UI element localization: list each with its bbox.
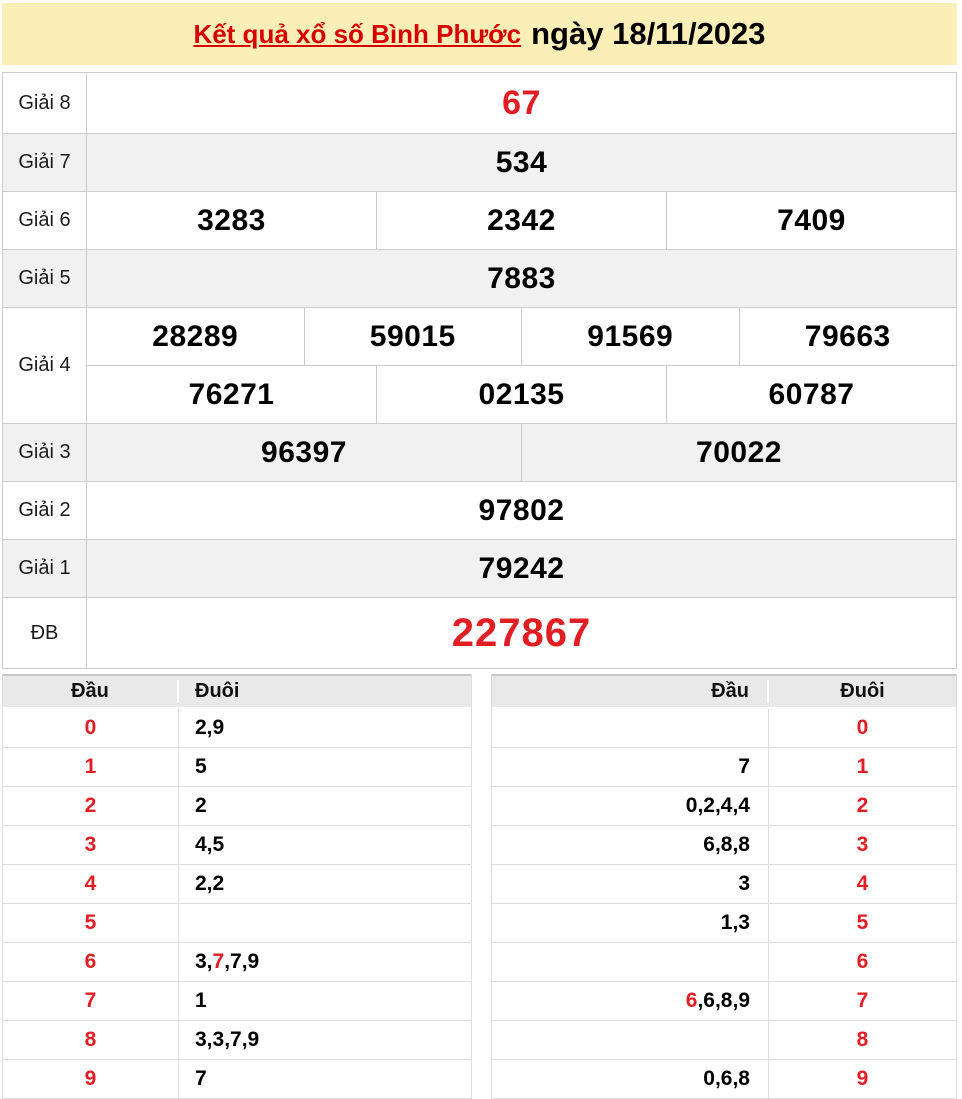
digit-cell: 9 <box>3 1060 179 1098</box>
digit-cell: 3 <box>856 833 869 856</box>
digit-cell: 7 <box>856 989 869 1012</box>
prize-sub-row <box>87 482 956 539</box>
head-tail-row <box>3 786 471 825</box>
prize-number: 227867 <box>451 610 592 655</box>
lottery-title-link[interactable]: Kết quả xổ số Bình Phước <box>193 18 522 49</box>
digits-list-cell <box>492 904 769 942</box>
head-tail-row <box>492 786 956 825</box>
digits-list-cell <box>492 826 769 864</box>
prize-row <box>3 539 956 597</box>
prize-label: Giải 1 <box>3 540 87 597</box>
prize-label: Giải 4 <box>3 308 87 423</box>
prize-cells <box>87 308 956 423</box>
digits-list-cell <box>492 1060 769 1098</box>
tail-column-header: Đuôi <box>195 680 240 702</box>
head-tail-row <box>492 864 956 903</box>
digit-cell: 1 <box>856 755 869 778</box>
prize-label: ĐB <box>3 598 87 668</box>
digit-text: 0,2,4,4 <box>685 794 750 817</box>
prize-sub-row <box>87 308 956 365</box>
head-column-header: Đầu <box>492 680 769 703</box>
head-tail-row <box>3 1020 471 1059</box>
prize-results-table <box>2 72 957 669</box>
digits-list-cell <box>492 1021 769 1059</box>
digit-text: 1,3 <box>720 911 750 934</box>
prize-number: 2342 <box>376 192 666 249</box>
head-tail-row <box>3 1059 471 1098</box>
digits-list-cell <box>492 865 769 903</box>
digit-text: 3, <box>195 950 213 973</box>
digits-list-cell <box>179 748 471 786</box>
head-tail-row <box>492 942 956 981</box>
prize-number: 7409 <box>666 192 956 249</box>
digit-text: 6,8,8 <box>703 833 750 856</box>
prize-row <box>3 133 956 191</box>
prize-cells <box>87 134 956 191</box>
digits-list-cell <box>492 787 769 825</box>
head-tail-row <box>492 1059 956 1098</box>
prize-sub-row <box>87 250 956 307</box>
digit-text: 7 <box>195 1067 207 1090</box>
digit-text: 3 <box>738 872 750 895</box>
highlighted-digit: 6 <box>685 989 698 1012</box>
prize-label: Giải 2 <box>3 482 87 539</box>
digit-cell: 9 <box>856 1067 869 1090</box>
head-tail-table-right <box>491 674 957 1099</box>
digits-list-cell <box>179 943 471 981</box>
prize-number: 70022 <box>521 424 956 481</box>
head-tail-row <box>3 709 471 747</box>
digit-text: ,6,8,9 <box>697 989 750 1012</box>
digits-list-cell <box>179 1060 471 1098</box>
prize-row <box>3 307 956 423</box>
prize-sub-row <box>87 73 956 133</box>
prize-row <box>3 249 956 307</box>
prize-cells <box>87 540 956 597</box>
prize-row <box>3 597 956 668</box>
prize-number: 79663 <box>739 308 957 365</box>
digits-list-cell <box>179 982 471 1020</box>
prize-label: Giải 8 <box>3 73 87 133</box>
digit-text: 7 <box>738 755 750 778</box>
prize-cells <box>87 482 956 539</box>
prize-sub-row <box>87 134 956 191</box>
digits-list-cell <box>179 709 471 747</box>
prize-sub-row <box>87 540 956 597</box>
digit-cell: 0 <box>3 709 179 747</box>
digits-list-cell <box>492 748 769 786</box>
digits-list-cell <box>492 709 769 747</box>
head-tail-row <box>3 864 471 903</box>
head-tail-section <box>2 674 957 1099</box>
digit-text: 0,6,8 <box>703 1067 750 1090</box>
digit-text: 4,5 <box>195 833 225 856</box>
prize-number: 91569 <box>521 308 739 365</box>
head-tail-row <box>3 903 471 942</box>
draw-date: ngày 18/11/2023 <box>531 16 766 51</box>
prize-number: 96397 <box>261 435 347 469</box>
head-tail-row <box>3 981 471 1020</box>
prize-number: 76271 <box>188 377 275 411</box>
digits-list-cell <box>179 787 471 825</box>
prize-sub-row <box>87 424 956 481</box>
prize-cells <box>87 424 956 481</box>
head-tail-table-left <box>2 674 472 1099</box>
digit-cell: 4 <box>3 865 179 903</box>
prize-cells <box>87 598 956 668</box>
prize-number: 534 <box>495 145 548 179</box>
digit-text: 5 <box>195 755 207 778</box>
head-tail-header-row <box>492 674 956 709</box>
head-tail-row <box>492 747 956 786</box>
head-tail-row <box>492 903 956 942</box>
prize-label: Giải 6 <box>3 192 87 249</box>
digit-cell: 6 <box>856 950 869 973</box>
digit-cell: 5 <box>3 904 179 942</box>
title-band <box>2 3 957 65</box>
head-tail-row <box>492 709 956 747</box>
digit-cell: 6 <box>3 943 179 981</box>
tail-column-header: Đuôi <box>840 680 885 702</box>
digits-list-cell <box>179 865 471 903</box>
prize-number: 3283 <box>197 203 266 237</box>
digits-list-cell <box>179 904 471 942</box>
head-tail-row <box>3 942 471 981</box>
head-tail-row <box>492 981 956 1020</box>
digit-cell: 3 <box>3 826 179 864</box>
digit-text: 2,9 <box>195 716 225 739</box>
head-tail-header-row <box>3 674 471 709</box>
prize-row <box>3 423 956 481</box>
prize-row <box>3 191 956 249</box>
digit-text: 3,3,7,9 <box>195 1028 260 1051</box>
prize-sub-row <box>87 365 956 423</box>
prize-number: 59015 <box>304 308 522 365</box>
head-tail-row <box>492 825 956 864</box>
digit-cell: 4 <box>856 872 869 895</box>
digits-list-cell <box>492 943 769 981</box>
prize-number: 7883 <box>487 261 556 295</box>
prize-cells <box>87 192 956 249</box>
digits-list-cell <box>179 826 471 864</box>
digit-text: 1 <box>195 989 207 1012</box>
digit-cell: 5 <box>856 911 869 934</box>
prize-label: Giải 3 <box>3 424 87 481</box>
digit-text: 2 <box>195 794 207 817</box>
head-column-header: Đầu <box>3 680 179 703</box>
highlighted-digit: 7 <box>212 950 225 973</box>
head-tail-row <box>3 825 471 864</box>
prize-sub-row <box>87 598 956 668</box>
prize-row <box>3 73 956 133</box>
prize-cells <box>87 250 956 307</box>
digit-cell: 8 <box>856 1028 869 1051</box>
prize-number: 79242 <box>478 551 565 585</box>
digits-list-cell <box>492 982 769 1020</box>
digit-cell: 2 <box>3 787 179 825</box>
prize-number: 60787 <box>666 366 956 423</box>
prize-label: Giải 7 <box>3 134 87 191</box>
head-tail-row <box>492 1020 956 1059</box>
prize-row <box>3 481 956 539</box>
prize-number: 28289 <box>152 319 239 353</box>
prize-sub-row <box>87 192 956 249</box>
prize-label: Giải 5 <box>3 250 87 307</box>
digit-cell: 7 <box>3 982 179 1020</box>
digit-text: ,7,9 <box>224 950 260 973</box>
digits-list-cell <box>179 1021 471 1059</box>
digit-cell: 1 <box>3 748 179 786</box>
prize-number: 97802 <box>478 493 565 527</box>
prize-number: 67 <box>502 83 541 122</box>
digit-cell: 2 <box>856 794 869 817</box>
digit-cell: 0 <box>856 716 869 739</box>
prize-cells <box>87 73 956 133</box>
head-tail-row <box>3 747 471 786</box>
prize-number: 02135 <box>376 366 666 423</box>
digit-text: 2,2 <box>195 872 225 895</box>
digit-cell: 8 <box>3 1021 179 1059</box>
